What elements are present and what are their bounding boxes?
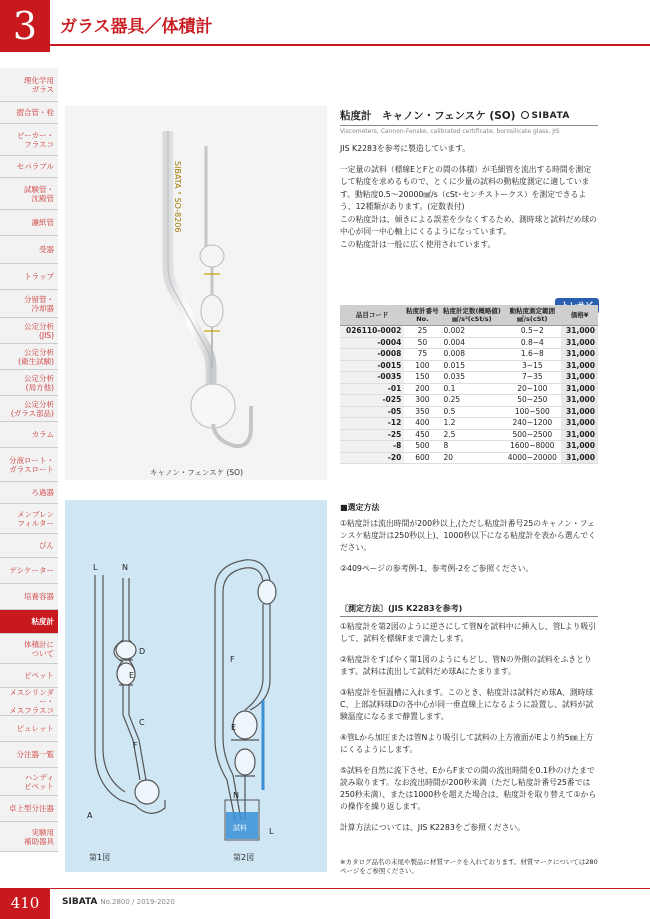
sidebar-item[interactable]: [0, 264, 58, 290]
chapter-number: 3: [0, 0, 50, 52]
selection-list: [340, 518, 598, 575]
list-item: ①粘度計を第2図のように逆さにして管Nを試料中に挿入し、管Lより吸引して、試料を標線Fまで満たします。: [340, 622, 597, 643]
table-row: [340, 383, 598, 395]
product-photo: [65, 106, 327, 480]
procedure-diagram: [65, 500, 327, 872]
sidebar-item[interactable]: [0, 236, 58, 264]
table-cell: 75: [404, 349, 440, 361]
table-cell: 200: [404, 383, 440, 395]
table-cell: -8: [340, 441, 404, 453]
table-cell: -0008: [340, 349, 404, 361]
spec-table: [340, 305, 598, 464]
table-cell: 31,000: [561, 349, 598, 361]
table-cell: 0.5: [441, 406, 504, 418]
table-cell: 400: [404, 418, 440, 430]
sidebar-item[interactable]: [0, 482, 58, 504]
table-cell: -0015: [340, 360, 404, 372]
table-cell: 31,000: [561, 326, 598, 338]
sidebar-item-label: 濾紙管: [31, 218, 54, 227]
table-row: [340, 326, 598, 338]
category-sidebar: [0, 68, 58, 852]
list-item: ⑤試料を自然に流下させ、EからFまでの間の流出時間を0.1秒のけたまで読み取ります。なお流出時間が200秒未満（ただし粘度計番号25番では250秒未満）、または1000秒を超えた場合は、粘度計を取り替えて①からの操作を繰り返します。: [340, 766, 597, 811]
sidebar-item-label: 体積計に ついて: [24, 639, 54, 658]
label-E: E: [129, 671, 135, 680]
label-C: C: [139, 718, 145, 727]
sidebar-item[interactable]: [0, 68, 58, 102]
sidebar-item-label: 理化学用 ガラス: [24, 75, 54, 94]
table-row: [340, 406, 598, 418]
sidebar-item[interactable]: [0, 370, 58, 396]
table-cell: 500~2500: [503, 429, 561, 441]
viscometer-photo-icon: [65, 106, 327, 480]
sidebar-item[interactable]: [0, 124, 58, 156]
description-paragraph: この粘度計は、傾きによる誤差を少なくするため、測時球と試料だめ球の中心が同一中心軸上にくるようになっています。: [340, 214, 597, 236]
footer-brand-name: SIBATA: [62, 897, 98, 907]
sidebar-item-label: 試験管・ 沈殿管: [24, 184, 54, 203]
sibata-logo-icon: [521, 111, 529, 119]
table-cell: 0.015: [441, 360, 504, 372]
table-row: [340, 372, 598, 384]
table-cell: 1.6~8: [503, 349, 561, 361]
label-F2: F: [230, 655, 235, 664]
table-cell: -025: [340, 395, 404, 407]
sidebar-item-label: 公定分析 (衛生試験): [18, 347, 54, 366]
description-paragraph: 一定量の試料（標線EとFとの間の体積）が毛細管を流出する時間を測定して粘度を求めるもので、とくに少量の試料の動粘度測定に適しています。動粘度0.5～20000㎟/s（cSt･センチストークス）を測定できるよう、12種類があります。(定数表付): [340, 164, 592, 211]
sidebar-item-label: ハンディ ピペット: [24, 772, 54, 791]
table-row: [340, 349, 598, 361]
viscometer-diagram-icon: [65, 500, 327, 872]
jis-note: JIS K2283を参考に製造しています。: [340, 144, 470, 153]
table-cell: 25: [404, 326, 440, 338]
sidebar-item[interactable]: [0, 610, 58, 634]
selection-heading: ■選定方法: [340, 503, 380, 512]
sidebar-item-label: メンブレン フィルター: [16, 509, 54, 528]
label-sample: 試料: [233, 824, 247, 832]
column-header: 品目コード: [340, 305, 404, 326]
table-row: [340, 429, 598, 441]
table-cell: 3~15: [503, 360, 561, 372]
product-title-row: [340, 108, 598, 126]
sidebar-item[interactable]: [0, 634, 58, 664]
fig1-caption: 第1図: [89, 853, 111, 862]
sidebar-item-label: 受器: [39, 245, 54, 254]
sidebar-item[interactable]: [0, 290, 58, 318]
glass-print: SIBATA ° SO-8206: [173, 161, 182, 233]
product-info: [340, 108, 598, 251]
sidebar-item[interactable]: [0, 396, 58, 422]
sidebar-item-label: カラム: [31, 430, 54, 439]
sidebar-item[interactable]: [0, 178, 58, 210]
sidebar-item-label: ビュレット: [16, 724, 54, 733]
table-cell: 20~100: [503, 383, 561, 395]
table-cell: 50~250: [503, 395, 561, 407]
table-cell: -0035: [340, 372, 404, 384]
table-cell: 026110-0002: [340, 326, 404, 338]
table-row: [340, 418, 598, 430]
sidebar-item-label: セパラブル: [16, 162, 54, 171]
table-cell: 4000~20000: [503, 452, 561, 464]
sidebar-item[interactable]: [0, 716, 58, 742]
label-D: D: [139, 647, 146, 656]
table-cell: 0.5~2: [503, 326, 561, 338]
footer-rule: [0, 888, 650, 889]
list-item: ①粘度計は流出時間が200秒以上,(ただし粘度計番号25のキャノン・フェンスケ粘度計は250秒以上)、1000秒以下になる粘度計を表から選んでください。: [340, 519, 596, 552]
table-cell: 0.002: [441, 326, 504, 338]
label-N2: N: [233, 791, 239, 800]
list-item: ②409ページの参考例-1、参考例-2をご参照ください。: [340, 564, 534, 573]
sidebar-item-label: ピペット: [24, 671, 54, 680]
header-rule: [50, 44, 650, 46]
label-N: N: [122, 563, 128, 572]
sidebar-item-label: 分液ロート・ ガラスロート: [9, 455, 54, 474]
label-E2: E: [231, 723, 237, 732]
table-row: [340, 360, 598, 372]
table-cell: 31,000: [561, 395, 598, 407]
table-cell: 0.004: [441, 337, 504, 349]
table-cell: 8: [441, 441, 504, 453]
table-cell: 300: [404, 395, 440, 407]
sidebar-item[interactable]: [0, 210, 58, 236]
table-cell: 0.25: [441, 395, 504, 407]
table-cell: 7~35: [503, 372, 561, 384]
table-cell: 0.008: [441, 349, 504, 361]
fig2-caption: 第2図: [233, 853, 255, 862]
list-item: ②粘度計をすばやく第1図のようにもどし、管Nの外側の試料をふきとります。試料は流出して試料だめ球Aにたまります。: [340, 655, 592, 676]
table-cell: 100: [404, 360, 440, 372]
table-cell: 0.1: [441, 383, 504, 395]
table-body: [340, 326, 598, 464]
sidebar-item[interactable]: [0, 448, 58, 482]
sidebar-item[interactable]: [0, 742, 58, 768]
sidebar-item-label: 実験用 補助器具: [24, 827, 54, 846]
table-cell: 31,000: [561, 429, 598, 441]
photo-caption: キャノン・フェンスケ (SO): [150, 468, 243, 477]
table-row: [340, 452, 598, 464]
table-cell: 31,000: [561, 337, 598, 349]
table-cell: 350: [404, 406, 440, 418]
list-item: ④管Lから加圧または管Nより吸引して試料の上方液面がEより約5㎜上方にくるようにします。: [340, 733, 594, 754]
table-cell: 20: [441, 452, 504, 464]
chapter-title: ガラス器具／体積計: [60, 17, 213, 37]
column-header: 動粘度測定範囲 ㎟/s(cSt): [503, 305, 561, 326]
sidebar-item-label: デシケーター: [9, 566, 54, 575]
sidebar-item-label: 摺合管・栓: [16, 108, 54, 117]
table-cell: 31,000: [561, 372, 598, 384]
table-cell: 240~1200: [503, 418, 561, 430]
sidebar-item-label: 公定分析 (局方他): [24, 373, 54, 392]
table-cell: -05: [340, 406, 404, 418]
product-title: 粘度計 キャノン・フェンスケ (SO): [340, 110, 516, 122]
method-heading: 〔測定方法〕(JIS K2283を参考): [340, 603, 598, 617]
table-cell: -25: [340, 429, 404, 441]
table-cell: 500: [404, 441, 440, 453]
footer-brand: [62, 897, 175, 907]
method-list: [340, 621, 598, 834]
table-cell: 31,000: [561, 406, 598, 418]
sidebar-item-label: びん: [39, 541, 54, 550]
sidebar-item-label: ビーカー・ フラスコ: [16, 130, 54, 149]
sidebar-item[interactable]: [0, 504, 58, 534]
sidebar-item[interactable]: [0, 534, 58, 558]
table-row: [340, 441, 598, 453]
sidebar-item[interactable]: [0, 688, 58, 716]
sidebar-item[interactable]: [0, 822, 58, 852]
sidebar-item[interactable]: [0, 156, 58, 178]
table-row: [340, 395, 598, 407]
brand-logo: SIBATA: [521, 111, 569, 121]
table-cell: 31,000: [561, 452, 598, 464]
table-cell: 2.5: [441, 429, 504, 441]
column-header: 粘度計番号 No.: [404, 305, 440, 326]
label-F: F: [133, 741, 138, 750]
column-header: 価格¥: [561, 305, 598, 326]
sidebar-item-label: 公定分析 (JIS): [24, 321, 54, 340]
sidebar-item-label: 培養容器: [24, 592, 54, 601]
table-cell: 1600~8000: [503, 441, 561, 453]
sidebar-item[interactable]: [0, 558, 58, 584]
column-header: 粘度計定数(概略値) ㎟/s²(cSt/s): [441, 305, 504, 326]
sidebar-item[interactable]: [0, 102, 58, 124]
product-description: [340, 164, 598, 252]
sidebar-item-label: 分注器一覧: [16, 750, 54, 759]
label-L2: L: [269, 827, 274, 836]
table-cell: 0.8~4: [503, 337, 561, 349]
table-cell: -0004: [340, 337, 404, 349]
sidebar-item-label: トラップ: [24, 272, 54, 281]
list-item: ③粘度計を恒温槽に入れます。このとき、粘度計は試料だめ球A、測時球C、上部試料球Dの各中心が同一垂直線上になるように設置し、試料が試験温度になるまで静置します。: [340, 688, 594, 721]
table-cell: 31,000: [561, 441, 598, 453]
sidebar-item-label: 公定分析 (ガラス部品): [10, 399, 54, 418]
table-cell: 150: [404, 372, 440, 384]
sidebar-item[interactable]: [0, 768, 58, 796]
table-cell: 1.2: [441, 418, 504, 430]
table-header-row: [340, 305, 598, 326]
sidebar-item[interactable]: [0, 318, 58, 344]
sidebar-item-label: 粘度計: [31, 617, 54, 626]
table-cell: -12: [340, 418, 404, 430]
sidebar-item[interactable]: [0, 584, 58, 610]
sidebar-item[interactable]: [0, 422, 58, 448]
page-number: 410: [0, 888, 50, 919]
table-row: [340, 337, 598, 349]
table-cell: 0.035: [441, 372, 504, 384]
product-subtitle: Viscometers, Cannon-Fenske, calibrated certificate, borosilicate glass, JIS: [340, 128, 560, 135]
footnote: ※カタログ品名の末尾や製品に材質マークを入れております。材質マークについては280ページをご参照ください。: [340, 858, 598, 875]
label-L: L: [93, 563, 98, 572]
label-A: A: [87, 811, 93, 820]
description-paragraph: この粘度計は一般に広く使用されています。: [340, 239, 496, 249]
sidebar-item[interactable]: [0, 344, 58, 370]
table-cell: 31,000: [561, 360, 598, 372]
table-cell: 450: [404, 429, 440, 441]
sidebar-item[interactable]: [0, 664, 58, 688]
table-cell: -01: [340, 383, 404, 395]
sidebar-item-label: 分留管・ 冷却器: [24, 294, 54, 313]
table-cell: 50: [404, 337, 440, 349]
table-cell: 31,000: [561, 418, 598, 430]
method-section: [340, 603, 598, 843]
sidebar-item-label: ろ過器: [31, 488, 54, 497]
table-cell: -20: [340, 452, 404, 464]
table-cell: 100~500: [503, 406, 561, 418]
sidebar-item-label: メスシリンダー・ メスフラスコ: [9, 688, 54, 715]
sidebar-item-label: 卓上型分注器: [9, 804, 54, 813]
selection-section: [340, 502, 598, 584]
footer-catalog-number: No.2800 / 2019-2020: [100, 898, 175, 906]
table-cell: 600: [404, 452, 440, 464]
table-cell: 31,000: [561, 383, 598, 395]
list-item: 計算方法については、JIS K2283をご参照ください。: [340, 823, 525, 832]
sidebar-item[interactable]: [0, 796, 58, 822]
